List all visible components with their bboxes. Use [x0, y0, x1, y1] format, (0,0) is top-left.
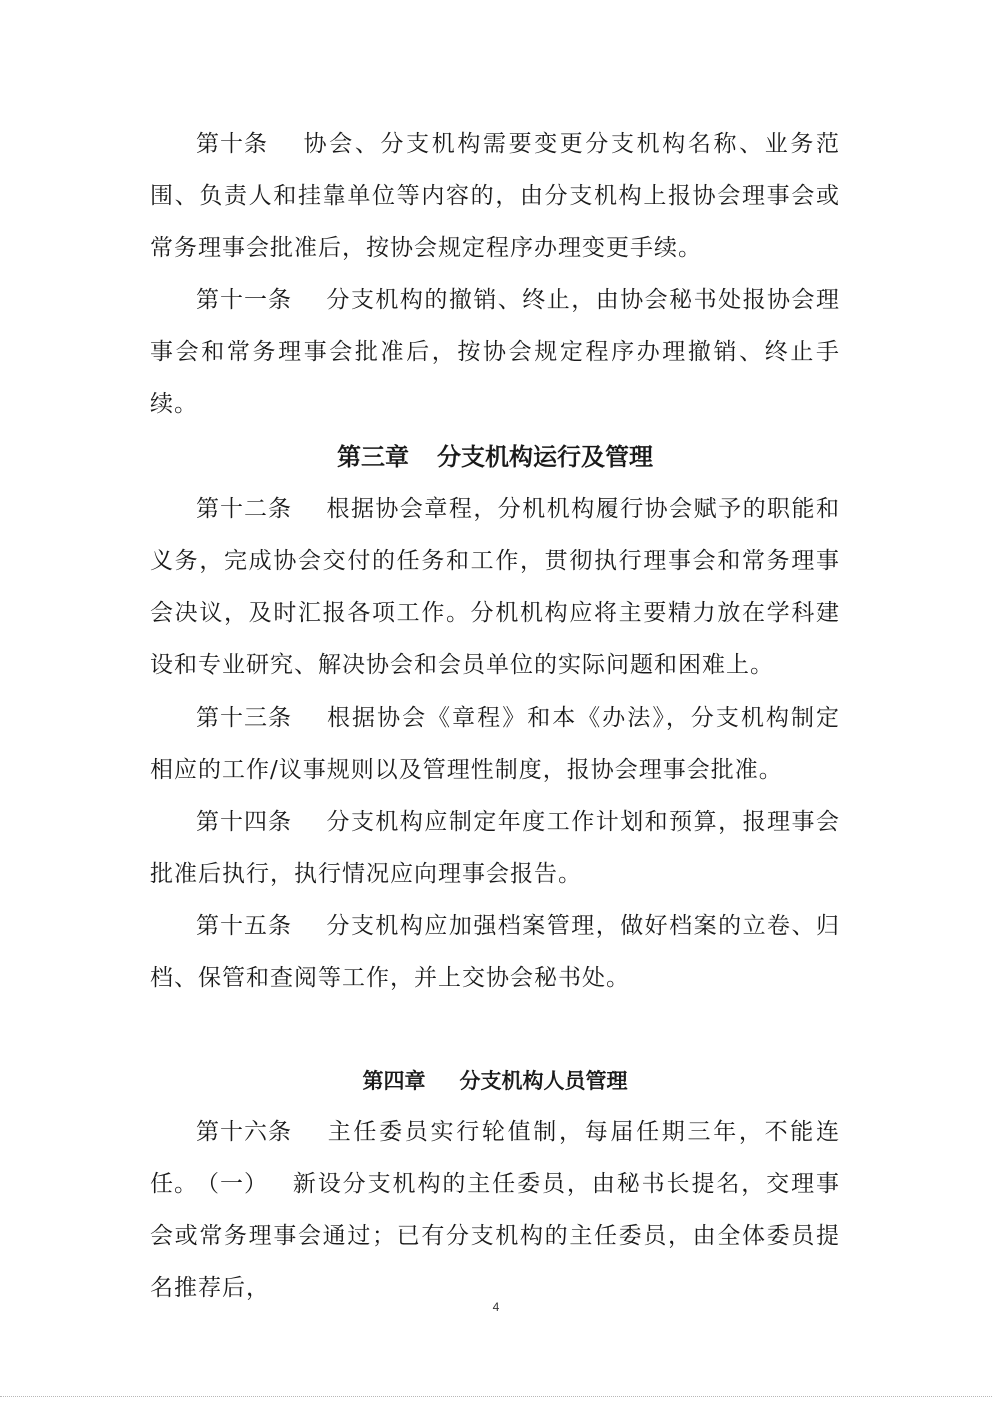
article-10 — [150, 118, 840, 274]
clause-label: （一） — [196, 1171, 268, 1197]
article-text: 分支机构应制定年度工作计划和预算，报理事会批准后执行，执行情况应向理事会报告。 — [150, 809, 840, 887]
chapter-title: 分支机构运行及管理 — [437, 442, 653, 471]
article-label: 第十二条 — [196, 496, 292, 522]
article-12 — [150, 483, 840, 691]
article-label: 第十六条 — [196, 1119, 292, 1145]
article-text: 分支机构应加强档案管理，做好档案的立卷、归档、保管和查阅等工作，并上交协会秘书处。 — [150, 913, 840, 991]
scan-edge-line — [0, 1396, 992, 1397]
article-14 — [150, 796, 840, 900]
article-13 — [150, 692, 840, 796]
clause-1 — [150, 1158, 840, 1314]
article-label: 第十条 — [196, 131, 268, 157]
article-label: 第十五条 — [196, 913, 292, 939]
chapter-number: 第四章 — [362, 1068, 426, 1093]
article-text: 分支机构的撤销、终止，由协会秘书处报协会理事会和常务理事会批准后，按协会规定程序办理撤销、终止手续。 — [150, 287, 840, 417]
clause-text: 新设分支机构的主任委员，由秘书长提名，交理事会或常务理事会通过；已有分支机构的主任委员，由全体委员提名推荐后， — [150, 1171, 840, 1301]
article-text: 根据协会《章程》和本《办法》，分支机构制定相应的工作/议事规则以及管理性制度，报协会理事会批准。 — [150, 705, 840, 783]
article-label: 第十四条 — [196, 809, 292, 835]
article-text: 协会、分支机构需要变更分支机构名称、业务范围、负责人和挂靠单位等内容的，由分支机构上报协会理事会或常务理事会批准后，按协会规定程序办理变更手续。 — [150, 131, 840, 261]
article-text: 主任委员实行轮值制，每届任期三年，不能连任。 — [150, 1119, 840, 1197]
article-15 — [150, 900, 840, 1004]
page-number: 4 — [492, 1300, 500, 1314]
article-label: 第十一条 — [196, 287, 292, 313]
chapter-4-heading — [150, 1061, 840, 1101]
article-label: 第十三条 — [196, 705, 292, 731]
chapter-number: 第三章 — [337, 442, 409, 471]
article-text: 根据协会章程，分机机构履行协会赋予的职能和义务，完成协会交付的任务和工作，贯彻执行理事会和常务理事会决议，及时汇报各项工作。分机机构应将主要精力放在学科建设和专业研究、解决协会和会员单位的实际问题和困难上。 — [150, 496, 840, 678]
chapter-3-heading — [150, 437, 840, 477]
article-11 — [150, 274, 840, 430]
chapter-title: 分支机构人员管理 — [459, 1068, 628, 1093]
